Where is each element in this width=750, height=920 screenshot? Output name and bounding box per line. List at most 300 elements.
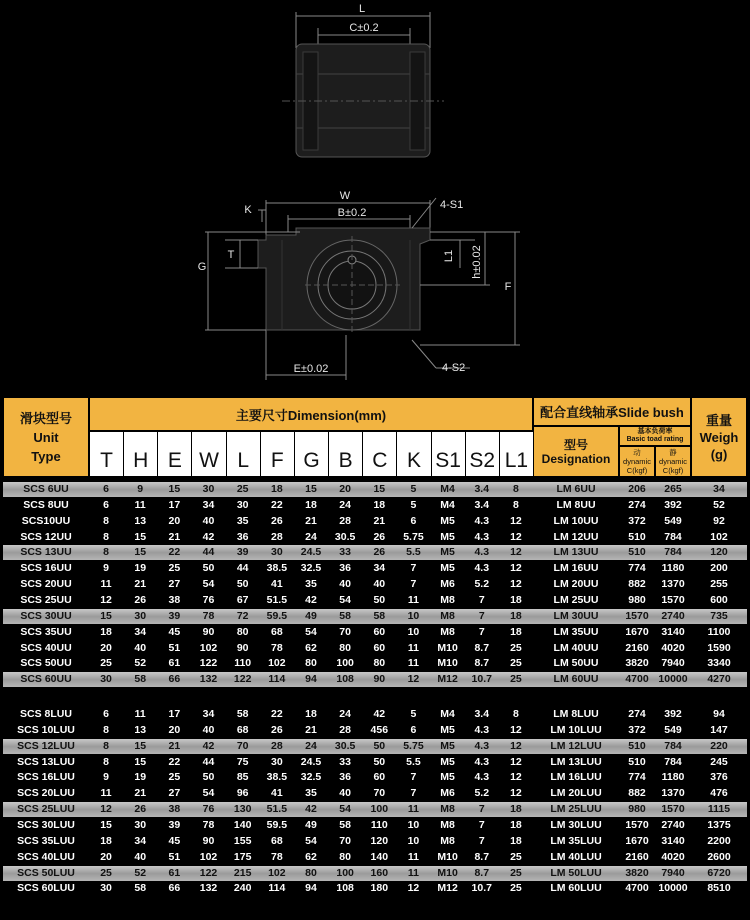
value-cell: 130	[233, 803, 252, 816]
value-cell: 12	[407, 882, 420, 895]
value-cell: 25	[510, 657, 522, 670]
value-cell: 21	[168, 739, 181, 752]
value-cell: M10	[437, 657, 458, 670]
unit-type-cell: SCS 8UU	[23, 498, 69, 511]
value-cell: 72	[236, 609, 249, 622]
value-cell: 108	[336, 673, 354, 686]
designation-cell: LM 50LUU	[550, 866, 602, 879]
value-cell: 40	[339, 787, 351, 800]
value-cell: 34	[202, 708, 215, 720]
value-cell: 19	[134, 771, 147, 784]
value-cell: 4.3	[474, 530, 490, 543]
value-cell: 34	[373, 562, 386, 575]
value-cell: 51	[168, 641, 181, 654]
value-cell: 1590	[707, 641, 731, 654]
value-cell: 6720	[707, 866, 731, 879]
value-cell: 18	[510, 803, 522, 816]
value-cell: 59.5	[266, 609, 288, 622]
value-cell: 2740	[661, 818, 685, 831]
value-cell: 25	[168, 562, 181, 575]
designation-cell: LM 8UU	[556, 498, 596, 511]
value-cell: 132	[199, 673, 218, 686]
value-cell: 58	[339, 609, 351, 622]
value-cell: 32.5	[300, 771, 322, 784]
unit-type-cell: SCS 25UU	[20, 593, 72, 606]
value-cell: M10	[437, 641, 458, 654]
value-cell: 40	[202, 514, 215, 527]
value-cell: 44	[202, 546, 215, 559]
dim-col-header: B	[328, 431, 363, 477]
table-row	[3, 818, 747, 833]
value-cell: 36	[236, 530, 249, 543]
value-cell: 10.7	[471, 882, 492, 895]
unit-type-header	[3, 397, 89, 477]
designation-cell: LM 8LUU	[553, 708, 599, 720]
value-cell: 12	[100, 593, 112, 606]
value-cell: 12	[510, 530, 522, 543]
value-cell: 160	[370, 866, 389, 879]
value-cell: M4	[440, 483, 455, 495]
value-cell: 980	[628, 593, 646, 606]
designation-cell: LM 6UU	[556, 483, 596, 495]
table-row	[3, 609, 747, 624]
dim-col-header: G	[294, 431, 329, 477]
dim-col-header: H	[123, 431, 158, 477]
value-cell: 100	[370, 803, 389, 816]
value-cell: 90	[202, 625, 215, 638]
value-cell: 51	[168, 850, 181, 863]
value-cell: 7	[410, 562, 417, 575]
value-cell: 28	[270, 739, 283, 752]
value-cell: 21	[168, 530, 181, 543]
value-cell: 42	[305, 593, 317, 606]
designation-cell: LM 16LUU	[550, 771, 602, 784]
dim-col-header: T	[89, 431, 124, 477]
dynamic-header-unit: C(kgf)	[626, 466, 648, 475]
dim-label-K: K	[244, 204, 252, 216]
value-cell: M10	[437, 850, 458, 863]
value-cell: 54	[202, 578, 215, 591]
value-cell: 140	[233, 818, 252, 831]
designation-cell: LM 35UU	[553, 625, 599, 638]
value-cell: 19	[134, 562, 147, 575]
value-cell: 774	[628, 562, 646, 575]
value-cell: 35	[305, 578, 317, 591]
value-cell: 75	[236, 755, 249, 768]
value-cell: 9	[103, 771, 109, 784]
value-cell: 26	[373, 546, 386, 559]
value-cell: 45	[168, 625, 181, 638]
value-cell: 100	[336, 866, 354, 879]
value-cell: 58	[373, 609, 386, 622]
designation-cell: LM 20UU	[553, 578, 599, 591]
value-cell: 15	[100, 818, 112, 831]
unit-type-cell: SCS10UU	[21, 514, 71, 527]
value-cell: 27	[168, 787, 181, 800]
value-cell: 41	[270, 787, 283, 800]
value-cell: 255	[710, 578, 728, 591]
weight-header-en: Weigh	[699, 429, 739, 445]
weight-header-cn: 重量	[705, 412, 732, 428]
value-cell: 10.7	[471, 673, 492, 686]
value-cell: 90	[202, 834, 215, 847]
value-cell: 4700	[625, 673, 649, 686]
value-cell: 76	[202, 593, 215, 606]
front-view-drawing	[205, 198, 520, 380]
value-cell: 376	[710, 771, 728, 784]
value-cell: 7940	[661, 866, 685, 879]
value-cell: 42	[202, 739, 215, 752]
dim-col-header: S2	[465, 431, 500, 477]
dim-label-C: C±0.2	[349, 22, 379, 34]
value-cell: 12	[510, 787, 522, 800]
value-cell: 62	[305, 641, 317, 654]
value-cell: 17	[168, 498, 181, 511]
unit-type-cell: SCS 20LUU	[17, 787, 75, 800]
value-cell: 80	[236, 625, 249, 638]
value-cell: 21	[373, 514, 386, 527]
value-cell: 61	[168, 657, 181, 670]
value-cell: 8.7	[474, 657, 490, 670]
value-cell: 114	[268, 882, 286, 895]
value-cell: 52	[134, 657, 147, 670]
table-row	[3, 561, 747, 576]
designation-cell: LM 35LUU	[550, 834, 602, 847]
dim-label-B: B±0.2	[337, 207, 367, 219]
table-row	[3, 498, 747, 513]
dim-col-header: W	[191, 431, 226, 477]
value-cell: 20	[168, 723, 181, 736]
value-cell: 5	[410, 483, 417, 495]
value-cell: 67	[236, 593, 249, 606]
value-cell: 392	[664, 708, 682, 720]
value-cell: 94	[305, 882, 317, 895]
value-cell: 80	[339, 641, 351, 654]
static-header-cn: 静	[669, 448, 677, 457]
value-cell: 510	[628, 530, 646, 543]
value-cell: 34	[134, 834, 147, 847]
value-cell: M10	[437, 866, 458, 879]
designation-cell: LM 40UU	[553, 641, 599, 654]
value-cell: 274	[628, 708, 646, 720]
value-cell: 30.5	[334, 530, 356, 543]
value-cell: 510	[628, 755, 646, 768]
value-cell: 90	[373, 673, 386, 686]
value-cell: 38	[168, 593, 181, 606]
value-cell: 4.3	[474, 739, 490, 752]
static-header	[655, 446, 691, 477]
value-cell: 11	[134, 498, 146, 511]
value-cell: 7	[478, 818, 485, 831]
value-cell: 108	[336, 882, 354, 895]
dim-col-header: L	[226, 431, 261, 477]
unit-type-cell: SCS 60LUU	[17, 882, 75, 895]
value-cell: 54	[305, 834, 317, 847]
unit-type-cell: SCS 60UU	[20, 673, 72, 686]
value-cell: 36	[339, 771, 351, 784]
weight-header-unit: (g)	[710, 446, 728, 462]
value-cell: 18	[510, 625, 522, 638]
value-cell: 22	[270, 498, 283, 511]
value-cell: 68	[236, 723, 249, 736]
value-cell: 25	[510, 673, 522, 686]
dynamic-header-en: dynamic	[623, 457, 651, 466]
value-cell: M8	[440, 593, 455, 606]
value-cell: 8	[103, 546, 109, 559]
value-cell: 8	[103, 739, 109, 752]
value-cell: 26	[373, 530, 386, 543]
unit-type-cell: SCS 13LUU	[17, 755, 75, 768]
value-cell: 1180	[661, 562, 685, 575]
value-cell: 3.4	[474, 708, 490, 720]
value-cell: 60	[373, 625, 386, 638]
value-cell: 10	[407, 609, 420, 622]
value-cell: 735	[710, 609, 728, 622]
static-header-en: dynamic	[659, 457, 687, 466]
value-cell: 51.5	[266, 593, 288, 606]
value-cell: 5	[410, 708, 417, 720]
table-row	[3, 656, 747, 671]
designation-cell: LM 30LUU	[550, 818, 602, 831]
value-cell: 44	[236, 562, 249, 575]
designation-cell: LM 16UU	[553, 562, 599, 575]
value-cell: 784	[664, 739, 682, 752]
value-cell: 18	[100, 625, 112, 638]
value-cell: 28	[270, 530, 283, 543]
value-cell: 10000	[658, 882, 688, 895]
value-cell: 78	[270, 641, 283, 654]
unit-type-header-type: Type	[31, 448, 61, 464]
value-cell: M5	[440, 723, 455, 736]
value-cell: 3340	[707, 657, 731, 670]
value-cell: M8	[440, 803, 455, 816]
value-cell: 6	[103, 708, 109, 720]
weight-header	[691, 397, 747, 477]
value-cell: 147	[710, 723, 728, 736]
dim-label-F: F	[504, 281, 512, 293]
value-cell: 54	[339, 593, 351, 606]
value-cell: 78	[202, 609, 215, 622]
value-cell: 102	[268, 657, 286, 670]
value-cell: 90	[236, 641, 249, 654]
value-cell: 122	[199, 657, 218, 670]
value-cell: 12	[510, 546, 522, 559]
value-cell: 12	[510, 739, 522, 752]
value-cell: 25	[100, 657, 112, 670]
value-cell: 7	[410, 787, 417, 800]
value-cell: M8	[440, 818, 455, 831]
value-cell: 10	[407, 818, 420, 831]
value-cell: 4700	[625, 882, 649, 895]
value-cell: 20	[100, 641, 112, 654]
value-cell: 3820	[625, 657, 649, 670]
value-cell: 1100	[707, 625, 731, 638]
value-cell: 25	[510, 866, 522, 879]
value-cell: 50	[236, 578, 249, 591]
value-cell: 42	[202, 530, 215, 543]
value-cell: 61	[168, 866, 181, 879]
value-cell: 62	[305, 850, 317, 863]
value-cell: 8.7	[474, 850, 490, 863]
value-cell: 34	[202, 498, 215, 511]
value-cell: 5.5	[406, 546, 421, 559]
value-cell: M8	[440, 609, 455, 622]
unit-type-cell: SCS 50UU	[20, 657, 72, 670]
value-cell: 39	[236, 546, 249, 559]
value-cell: 66	[168, 882, 181, 895]
value-cell: M6	[440, 578, 455, 591]
value-cell: 1570	[625, 609, 649, 622]
value-cell: 114	[268, 673, 286, 686]
table-row	[3, 641, 747, 656]
value-cell: 39	[168, 609, 181, 622]
dim-label-E: E±0.02	[293, 363, 329, 375]
value-cell: M5	[440, 530, 455, 543]
dim-col-header: S1	[431, 431, 466, 477]
value-cell: 11	[407, 850, 419, 863]
value-cell: 175	[233, 850, 252, 863]
value-cell: 5	[410, 498, 417, 511]
value-cell: 49	[305, 609, 317, 622]
value-cell: 49	[305, 818, 317, 831]
value-cell: 180	[370, 882, 389, 895]
value-cell: 10	[407, 625, 420, 638]
value-cell: 25	[510, 850, 522, 863]
value-cell: M6	[440, 787, 455, 800]
value-cell: 50	[202, 771, 215, 784]
value-cell: 39	[168, 818, 181, 831]
value-cell: 18	[373, 498, 386, 511]
designation-cell: LM 10UU	[553, 514, 599, 527]
value-cell: 882	[628, 787, 646, 800]
value-cell: 60	[373, 771, 386, 784]
value-cell: M4	[440, 498, 455, 511]
unit-type-cell: SCS 8LUU	[20, 708, 72, 720]
value-cell: 102	[199, 850, 218, 863]
value-cell: 265	[664, 483, 682, 495]
value-cell: 549	[664, 514, 682, 527]
unit-type-cell: SCS 16UU	[20, 562, 72, 575]
value-cell: 24	[339, 498, 351, 511]
dim-col-header: L1	[499, 431, 534, 477]
designation-cell: LM 12UU	[553, 530, 599, 543]
value-cell: 30	[270, 755, 283, 768]
value-cell: 1180	[661, 771, 685, 784]
value-cell: 12	[510, 578, 522, 591]
designation-cell: LM 60UU	[553, 673, 599, 686]
value-cell: 120	[370, 834, 389, 847]
dim-label-4-S2: 4-S2	[442, 362, 466, 374]
dim-label-W: W	[339, 190, 351, 202]
value-cell: 22	[168, 755, 181, 768]
dimension-header: 主要尺寸Dimension(mm)	[89, 397, 533, 431]
value-cell: 8	[512, 708, 519, 720]
value-cell: 78	[270, 850, 283, 863]
unit-type-header-cn: 滑块型号	[19, 410, 72, 426]
value-cell: 3.4	[474, 498, 490, 511]
value-cell: 38.5	[266, 771, 288, 784]
value-cell: 4.3	[474, 723, 490, 736]
value-cell: 25	[100, 866, 112, 879]
value-cell: 94	[713, 708, 725, 720]
dim-label-h: h±0.02	[471, 245, 483, 279]
table-row	[3, 755, 747, 770]
designation-cell: LM 10LUU	[550, 723, 602, 736]
value-cell: 78	[202, 818, 215, 831]
value-cell: 34	[134, 625, 147, 638]
value-cell: 9	[103, 562, 109, 575]
value-cell: 18	[510, 834, 522, 847]
value-cell: 155	[233, 834, 252, 847]
table-row	[3, 834, 747, 849]
value-cell: 41	[270, 578, 283, 591]
value-cell: 26	[270, 723, 283, 736]
value-cell: 784	[664, 530, 682, 543]
value-cell: 120	[710, 546, 728, 559]
value-cell: 11	[407, 866, 419, 879]
value-cell: 600	[710, 593, 728, 606]
value-cell: 18	[510, 609, 522, 622]
value-cell: 13	[134, 514, 147, 527]
value-cell: 1370	[661, 787, 685, 800]
value-cell: 1570	[661, 593, 685, 606]
value-cell: 7940	[661, 657, 685, 670]
value-cell: 8	[512, 498, 519, 511]
value-cell: 4.3	[474, 546, 490, 559]
value-cell: 18	[305, 708, 317, 720]
value-cell: 58	[236, 708, 249, 720]
value-cell: 4.3	[474, 562, 490, 575]
value-cell: 102	[268, 866, 286, 879]
value-cell: M8	[440, 625, 455, 638]
value-cell: 70	[339, 625, 351, 638]
designation-cell: LM 50UU	[553, 657, 599, 670]
value-cell: 42	[305, 803, 317, 816]
value-cell: 18	[510, 818, 522, 831]
value-cell: 36	[339, 562, 351, 575]
value-cell: 8	[103, 723, 109, 736]
value-cell: 59.5	[266, 818, 288, 831]
value-cell: 27	[168, 578, 181, 591]
value-cell: 8.7	[474, 866, 490, 879]
value-cell: 68	[270, 625, 283, 638]
table-row	[3, 545, 747, 560]
value-cell: 38.5	[266, 562, 288, 575]
value-cell: 5.2	[474, 787, 490, 800]
value-cell: 24	[305, 739, 317, 752]
value-cell: 7	[410, 578, 417, 591]
value-cell: 54	[339, 803, 351, 816]
designation-cell: LM 12LUU	[550, 739, 602, 752]
value-cell: 15	[134, 739, 147, 752]
value-cell: 13	[134, 723, 147, 736]
value-cell: 76	[202, 803, 215, 816]
value-cell: 1375	[707, 818, 731, 831]
value-cell: 2600	[707, 850, 731, 863]
designation-cell: LM 13LUU	[550, 755, 602, 768]
designation-cell: LM 25UU	[553, 593, 599, 606]
value-cell: 22	[168, 546, 181, 559]
value-cell: 245	[710, 755, 728, 768]
value-cell: 102	[710, 530, 728, 543]
value-cell: 3820	[625, 866, 649, 879]
value-cell: 12	[510, 562, 522, 575]
value-cell: 12	[407, 673, 420, 686]
value-cell: 2740	[661, 609, 685, 622]
value-cell: 21	[305, 514, 317, 527]
value-cell: 206	[628, 483, 646, 495]
value-cell: 38	[168, 803, 181, 816]
